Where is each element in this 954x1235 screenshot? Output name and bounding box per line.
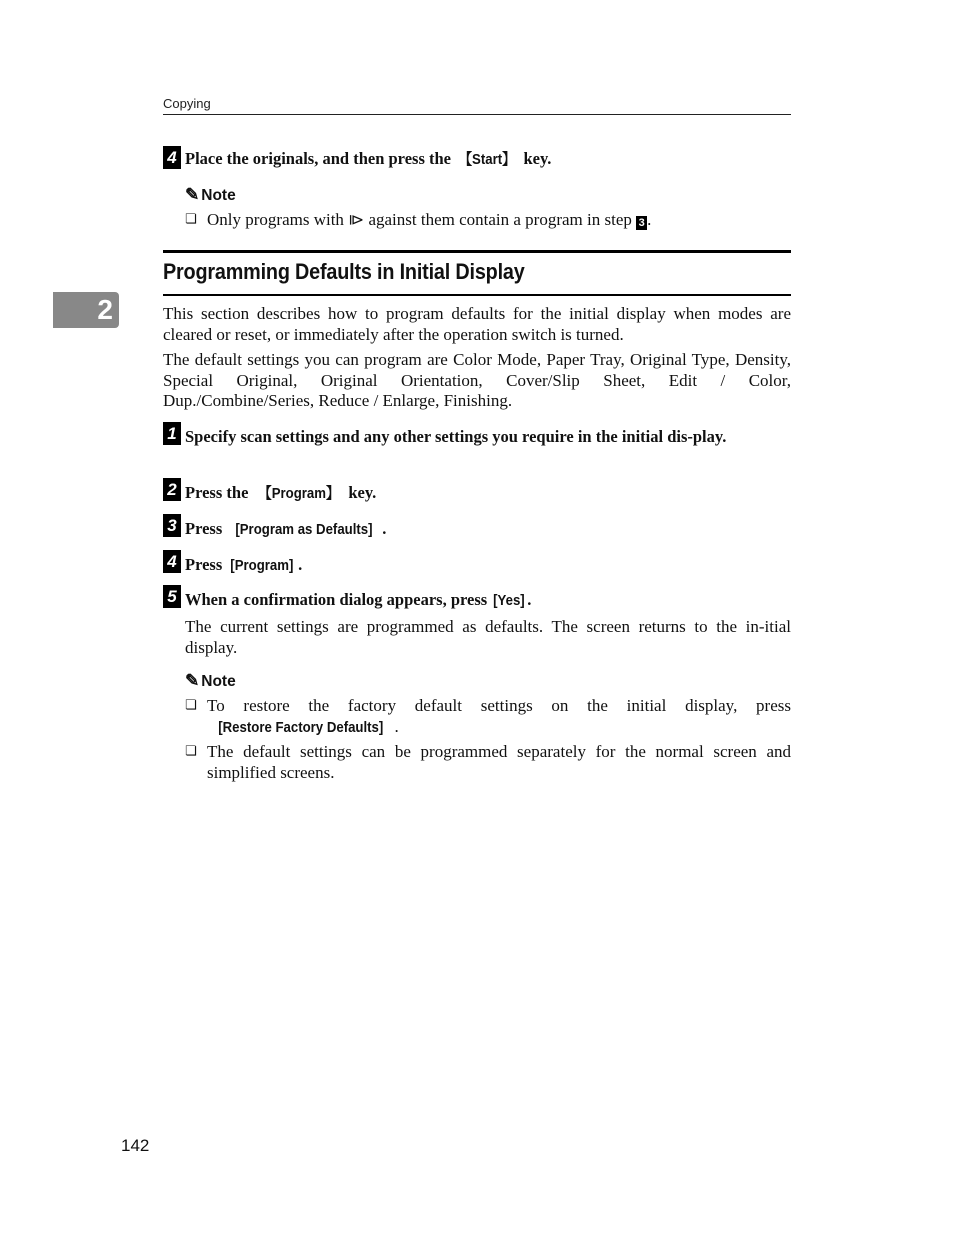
- step-text: When a confirmation dialog appears, press [Yes] .: [185, 590, 532, 609]
- section-rule-bottom: [163, 294, 791, 296]
- checkbox-bullet-icon: ❏: [185, 744, 197, 759]
- step-number: 1: [163, 422, 181, 445]
- step-number: 2: [163, 478, 181, 501]
- note-item: ❏ To restore the factory default settings on the initial display, press [Restore Factory Defaults] .: [185, 696, 791, 736]
- step-number: 4: [163, 550, 181, 573]
- step-text: Press [Program as Defaults] .: [185, 519, 387, 538]
- step-ref-badge: 3: [636, 216, 647, 230]
- note-item: ❏ Only programs with ⧐ against them contain a program in step 3 .: [185, 210, 652, 229]
- program-as-defaults-button-label: [Program as Defaults]: [235, 521, 373, 538]
- header-rule: [163, 114, 791, 115]
- step-text: Press [Program] .: [185, 555, 303, 574]
- step-5-body: The current settings are programmed as defaults. The screen returns to the in-itial display.: [185, 617, 791, 657]
- section-title: Programming Defaults in Initial Display: [163, 259, 525, 284]
- restore-factory-defaults-button-label: [Restore Factory Defaults]: [218, 719, 384, 736]
- step-number: 5: [163, 585, 181, 608]
- program-key: 【Program】: [258, 485, 339, 502]
- checkbox-bullet-icon: ❏: [185, 212, 197, 227]
- section-rule-top: [163, 250, 791, 253]
- running-header: Copying: [163, 96, 211, 111]
- step-text: Press the 【Program】 key.: [185, 483, 377, 502]
- checkbox-bullet-icon: ❏: [185, 698, 197, 713]
- step-number: 3: [163, 514, 181, 537]
- arrow-diamond-icon: ⧐: [348, 210, 365, 229]
- step-text: Specify scan settings and any other settings you require in the initial dis-play.: [185, 427, 727, 446]
- note-item: ❏ The default settings can be programmed separately for the normal screen and simplified screens.: [185, 742, 791, 782]
- defaults-paragraph: The default settings you can program are Color Mode, Paper Tray, Original Type, Density, Special Original, Original Orientation, Cover/Slip Sheet, Edit / Color, Dup./Combine/Series, Reduce / Enlarge, Finishing.: [163, 350, 791, 410]
- pencil-icon: ✎: [185, 671, 200, 690]
- program-button-label: [Program]: [230, 557, 294, 574]
- note-heading: ✎ Note: [185, 671, 236, 690]
- intro-paragraph: This section describes how to program defaults for the initial display when modes are cleared or reset, or immediately after the operation switch is turned.: [163, 304, 791, 344]
- note-heading: ✎ Note: [185, 185, 236, 204]
- pencil-icon: ✎: [185, 185, 200, 204]
- yes-button-label: [Yes]: [493, 592, 526, 609]
- step-number: 4: [163, 146, 181, 169]
- start-key: 【Start】: [458, 151, 516, 168]
- page-number: 142: [121, 1136, 150, 1155]
- chapter-tab: 2: [53, 292, 119, 328]
- step-text: Place the originals, and then press the 【Start】 key.: [185, 149, 552, 168]
